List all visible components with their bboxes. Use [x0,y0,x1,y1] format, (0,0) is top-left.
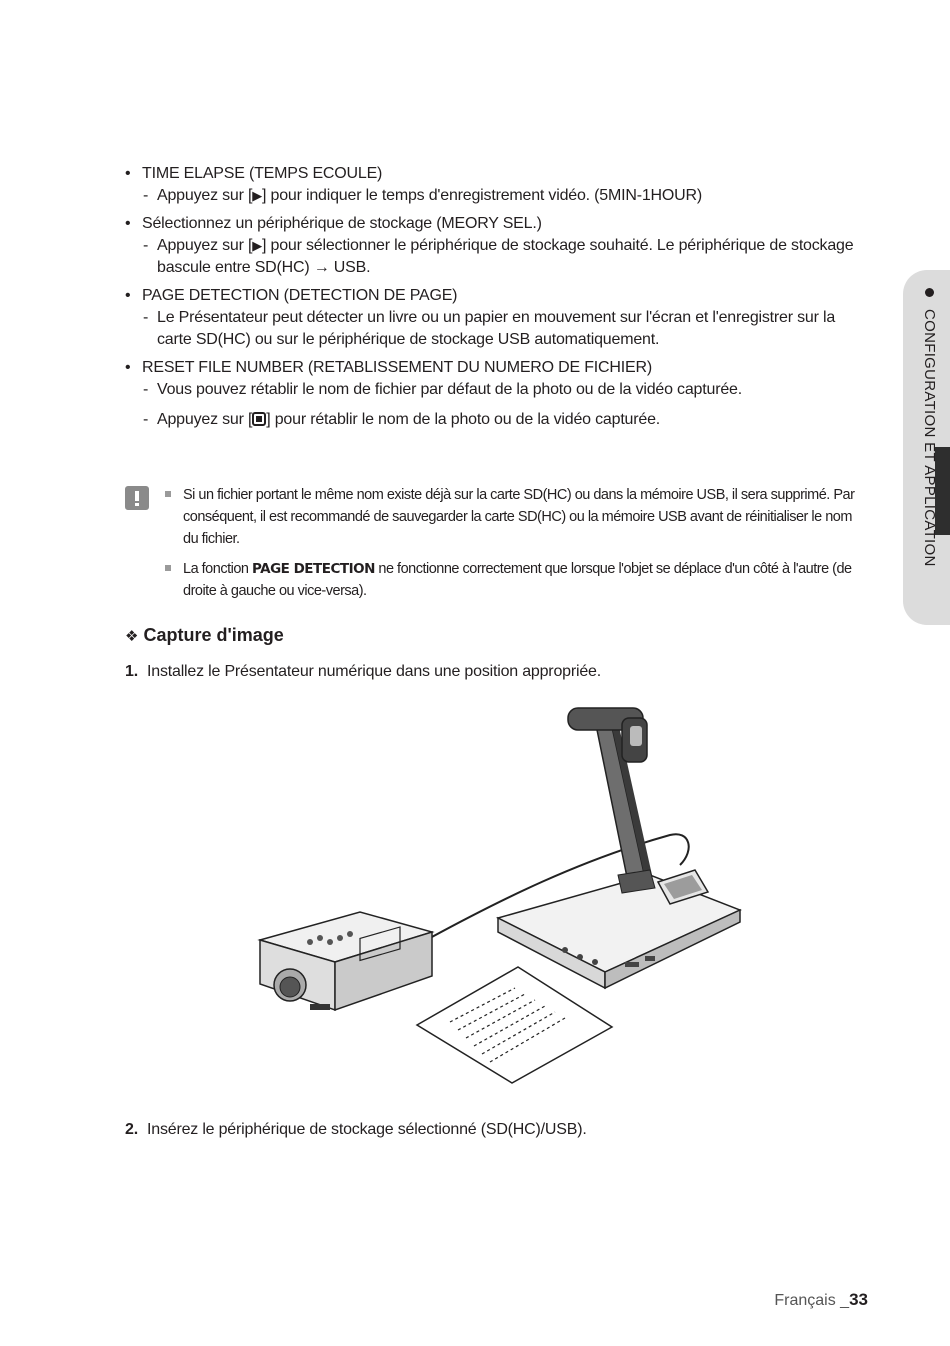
step-2 [125,1119,587,1141]
note-item: Si un fichier portant le même nom existe déjà sur la carte SD(HC) ou dans la mémoire USB, il sera supprimé. Par conséquent, il est recommandé de sauvegarder la carte SD(HC) ou la mémoire USB avant de réinitialiser le nom du fichier. [183,484,870,550]
step-1 [125,661,601,683]
bullet-dot-icon [925,288,934,297]
bullet-memory-select [125,213,865,279]
bullet-page-detection [125,285,865,351]
sub-item: - Appuyez sur [ ] pour rétablir le nom de la photo ou de la vidéo capturée. [125,409,865,431]
reset-button-icon [252,412,266,426]
bullet-title: • RESET FILE NUMBER (RETABLISSEMENT DU NUMERO DE FICHIER) [125,357,865,379]
step-number: 2. [125,1121,138,1138]
play-icon: ▶ [252,238,263,253]
page-footer [774,1290,868,1310]
bullet-time-elapse [125,163,865,207]
play-icon: ▶ [252,188,263,203]
document-paper [417,967,612,1083]
projector [260,912,432,1010]
sub-item: - Appuyez sur [▶] pour sélectionner le périphérique de stockage souhaité. Le périphérique de stockage bascule entre SD(HC) → USB. [125,235,865,279]
step-number: 1. [125,663,138,680]
chapter-tab-label: CONFIGURATION ET APPLICATION [918,288,938,567]
section-title: ❖ Capture d'image [125,625,284,645]
sub-item: - Appuyez sur [▶] pour indiquer le temps d'enregistrement vidéo. (5MIN-1HOUR) [125,185,865,207]
bullet-title: • PAGE DETECTION (DETECTION DE PAGE) [125,285,865,307]
diamond-icon: ❖ [125,628,139,645]
footer-language: Français _ [774,1292,850,1309]
step-text: Installez le Présentateur numérique dans une position appropriée. [147,663,601,680]
bullet-title: • Sélectionnez un périphérique de stockage (MEORY SEL.) [125,213,865,235]
main-content [125,163,865,431]
bullet-title: • TIME ELAPSE (TEMPS ECOULE) [125,163,865,185]
bullet-reset-file-number [125,357,865,431]
presenter-illustration [250,700,750,1090]
note-item: La fonction PAGE DETECTION ne fonctionne correctement que lorsque l'objet se déplace d'un côté à l'autre (de droite à gauche ou vice-versa). [183,558,870,602]
sub-item: - Vous pouvez rétablir le nom de fichier par défaut de la photo ou de la vidéo capturée. [125,379,865,401]
page-number: 33 [849,1290,868,1309]
note-icon [125,486,149,510]
step-text: Insérez le périphérique de stockage sélectionné (SD(HC)/USB). [147,1121,587,1138]
sub-item: - Le Présentateur peut détecter un livre ou un papier en mouvement sur l'écran et l'enregistrer sur la carte SD(HC) ou sur le périphérique de stockage USB automatiquement. [125,307,865,351]
note-block [125,484,870,602]
note-keyword: PAGE DETECTION [251,561,375,577]
